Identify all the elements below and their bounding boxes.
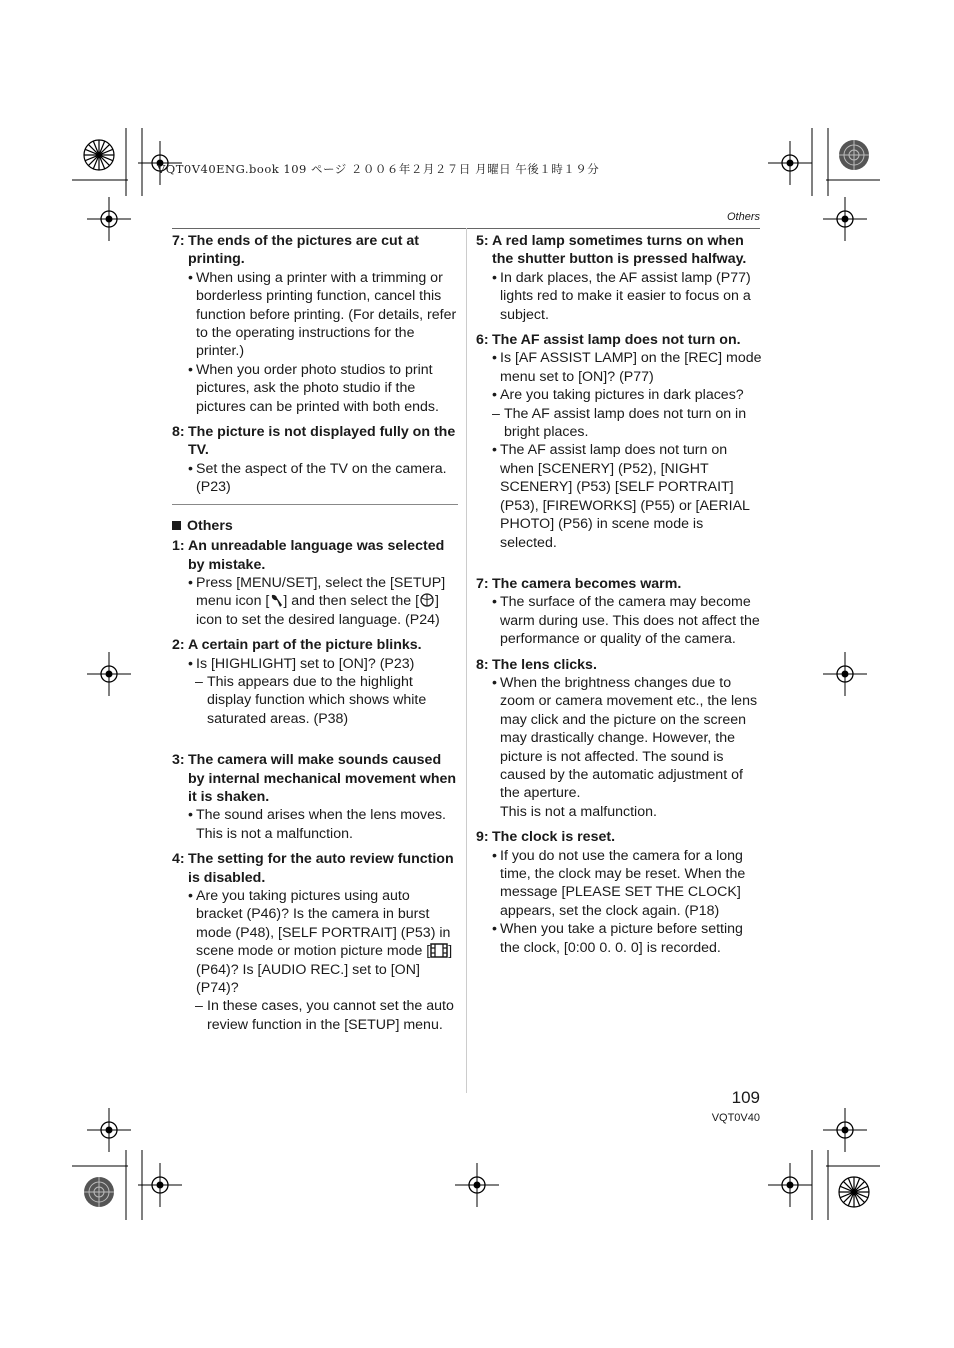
bullet: Is [AF ASSIST LAMP] on the [REC] mode menu set to [ON]? (P77) — [500, 350, 762, 385]
bullet: When using a printer with a trimming or borderless printing function, cancel this function before printing. (For details, refer to the operating instructions for the printer.) — [196, 269, 457, 360]
others-heading: Others — [172, 517, 458, 535]
bullet: The surface of the camera may become warm during use. This does not affect the performance or quality of the camera. — [500, 594, 760, 648]
dash-note: This appears due to the highlight display function which shows white saturated areas. (P38) — [207, 673, 427, 727]
page-number: 109 — [731, 1088, 760, 1107]
print-slug-line: VQT0V40ENG.book 109 ページ ２００６年２月２７日 月曜日 午後１時１９分 — [157, 162, 600, 176]
question-5-red-lamp: 5: A red lamp sometimes turns on when the shutter button is pressed halfway. • In dark places, the AF assist lamp (P77) lights red to make it easier to focus on a subject. — [476, 232, 762, 324]
others-4-auto-review: 4: The setting for the auto review function is disabled. • Are you taking pictures using auto bracket (P46)? Is the camera in burst mode (P48), [SELF PORTRAIT] (P53) in scene mode or motion picture mode [ ] (P64)? Is [AUDIO REC.] set to [ON] (P74)? – In these cases, you cannot set the auto review function in the [SETUP] menu. — [172, 850, 458, 1034]
others-1-language: 1: An unreadable language was selected by mistake. • Press [MENU/SET], select the [SETUP] menu icon [ ] and then select the [ ] icon to set the desired language. (P24) — [172, 537, 458, 629]
square-bullet-icon — [172, 521, 181, 530]
question-title: The setting for the auto review function is disabled. — [188, 851, 454, 886]
wrench-icon — [269, 593, 283, 608]
question-title: A certain part of the picture blinks. — [188, 637, 422, 654]
bullet: If you do not use the camera for a long time, the clock may be reset. When the message [PLEASE SET THE CLOCK] appears, set the clock again. (P18) — [500, 847, 746, 919]
question-9-clock-reset: 9: The clock is reset. • If you do not use the camera for a long time, the clock may be reset. When the message [PLEASE SET THE CLOCK] appears, set the clock again. (P18) • When you take a picture before setting the clock, [0:00 0. 0. 0] is recorded. — [476, 828, 762, 957]
question-title: A red lamp sometimes turns on when the shutter button is pressed halfway. — [492, 233, 747, 268]
bullet: When the brightness changes due to zoom or camera movement etc., the lens may click and the picture on the screen may drastically change. However, the picture is not affected. The sound is caused by the automatic adjustment of the aperture. — [500, 674, 758, 802]
question-title: The lens clicks. — [492, 656, 597, 673]
question-6-af-lamp: 6: The AF assist lamp does not turn on. • Is [AF ASSIST LAMP] on the [REC] mode menu set to [ON]? (P77) • Are you taking pictures in dark places? – The AF assist lamp does not turn on in bright places. • The AF assist lamp does not turn on when [SCENERY] (P52), [NIGHT SCENERY] (P53) [SELF PORTRAIT] (P53), [FIREWORKS] (P55) or [AERIAL PHOTO] (P56) in scene mode is selected. — [476, 332, 762, 551]
film-icon — [430, 943, 448, 958]
bullet: In dark places, the AF assist lamp (P77) lights red to make it easier to focus on a subject. — [500, 269, 751, 323]
bullet: The AF assist lamp does not turn on when [SCENERY] (P52), [NIGHT SCENERY] (P53) [SELF PORTRAIT] (P53), [FIREWORKS] (P55) or [AERIAL PHOTO] (P56) in scene mode is selected. — [500, 442, 750, 551]
question-7-camera-warm: 7: The camera becomes warm. • The surface of the camera may become warm during use. This does not affect the performance or quality of the camera. — [476, 575, 762, 649]
language-globe-icon — [419, 592, 435, 608]
question-8-tv-display: 8: The picture is not displayed fully on the TV. • Set the aspect of the TV on the camera. (P23) — [172, 423, 458, 497]
column-divider — [466, 228, 467, 1093]
question-8-lens-clicks: 8: The lens clicks. • When the brightness changes due to zoom or camera movement etc., the lens may click and the picture on the screen may drastically change. However, the picture is not affected. The sound is caused by the automatic adjustment of the aperture. This is not a malfunction. — [476, 656, 762, 822]
bullet: When you take a picture before setting the clock, [0:00 0. 0. 0] is recorded. — [500, 921, 743, 956]
right-column — [476, 232, 762, 964]
bullet: Are you taking pictures using auto bracket (P46)? Is the camera in burst mode (P48), [SELF PORTRAIT] (P53) in scene mode or motion picture mode [ ] (P64)? Is [AUDIO REC.] set to [ON] (P74)? — [196, 888, 453, 997]
question-title: The picture is not displayed fully on the TV. — [188, 424, 456, 459]
question-title: The clock is reset. — [492, 829, 616, 846]
others-2-blinks: 2: A certain part of the picture blinks. • Is [HIGHLIGHT] set to [ON]? (P23) – This appears due to the highlight display function which shows white saturated areas. (P38) — [172, 636, 458, 728]
bullet: Is [HIGHLIGHT] set to [ON]? (P23) — [196, 655, 415, 672]
question-title: The ends of the pictures are cut at printing. — [188, 233, 419, 268]
bullet: Press [MENU/SET], select the [SETUP] menu icon [ ] and then select the [ ] icon to set the desired language. (P24) — [196, 574, 446, 628]
question-title: The AF assist lamp does not turn on. — [492, 332, 741, 349]
question-title: The camera becomes warm. — [492, 575, 682, 592]
bullet: The sound arises when the lens moves. This is not a malfunction. — [196, 807, 446, 842]
question-7-print-cut: 7: The ends of the pictures are cut at printing. • When using a printer with a trimming or borderless printing function, cancel this function before printing. (For details, refer to the operating instructions for the printer.) • When you order photo studios to print pictures, ask the photo studio if the pictures can be printed with both ends. — [172, 233, 457, 415]
question-title: An unreadable language was selected by mistake. — [188, 538, 445, 573]
dash-note: The AF assist lamp does not turn on in bright places. — [504, 405, 747, 441]
section-tag: Others — [726, 211, 760, 223]
section-separator — [172, 504, 458, 505]
left-column — [172, 232, 458, 1041]
bullet: Set the aspect of the TV on the camera. (P23) — [196, 460, 447, 496]
bullet: When you order photo studios to print pictures, ask the photo studio if the pictures can be printed with both ends. — [196, 361, 439, 415]
bullet-continuation: This is not a malfunction. — [500, 803, 657, 820]
others-3-sounds: 3: The camera will make sounds caused by internal mechanical movement when it is shaken. • The sound arises when the lens moves. This is not a malfunction. — [172, 752, 457, 842]
model-code: VQT0V40 — [711, 1112, 760, 1124]
question-title: The camera will make sounds caused by internal mechanical movement when it is shaken. — [188, 752, 457, 805]
bullet: Are you taking pictures in dark places? — [500, 387, 744, 404]
dash-note: In these cases, you cannot set the auto review function in the [SETUP] menu. — [207, 998, 454, 1033]
